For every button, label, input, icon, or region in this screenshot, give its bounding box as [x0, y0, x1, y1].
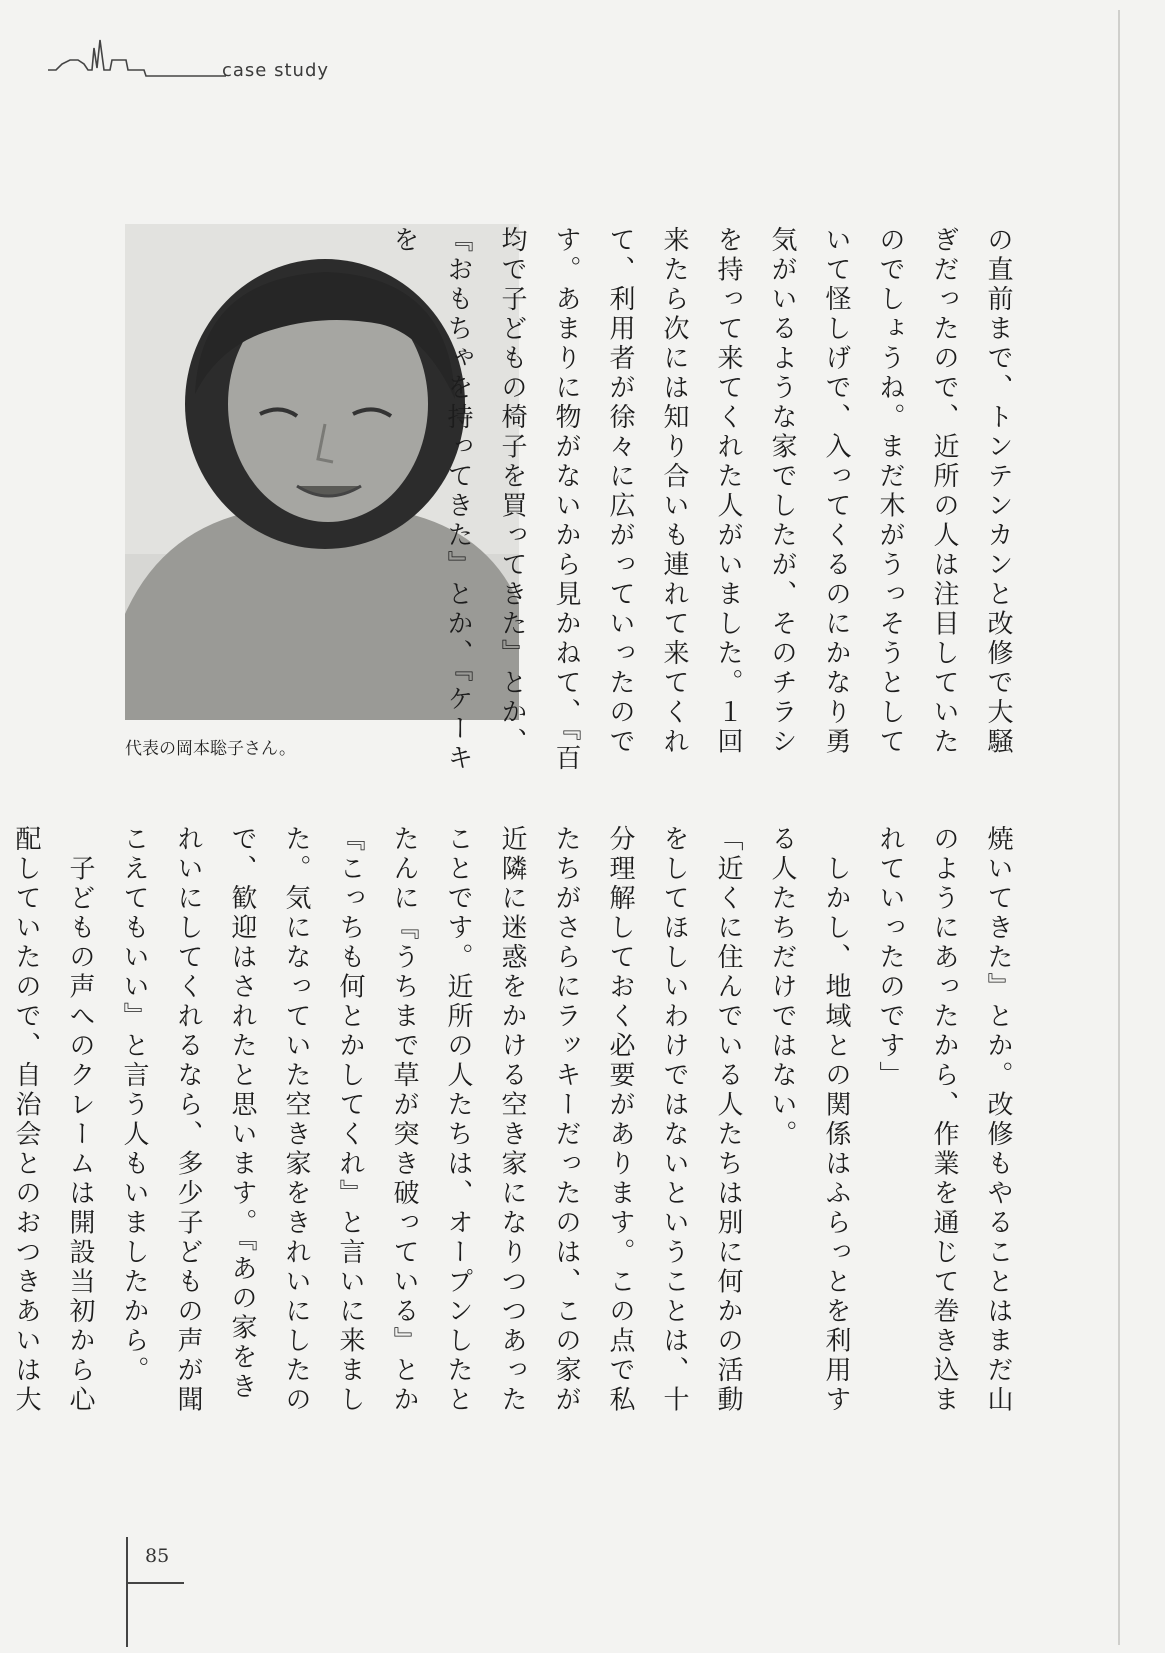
page-edge [1118, 10, 1120, 1645]
page-number: 85 [145, 1545, 170, 1567]
section-label: case study [222, 60, 330, 81]
photo-caption: 代表の岡本聡子さん。 [125, 739, 297, 759]
header-skyline-line [48, 34, 226, 84]
article-upper-column: の直前まで、トンテンカンと改修で大騒ぎだったので、近所の人は注目していたのでしょうね。まだ木がうっそうとしていて怪しげで、入ってくるのにかなり勇気がいるような家でしたが、そのチラシを持って来てくれた人がいました。１回来たら次には知り合いも連れて来てくれて、利用者が徐々に広がっていったのです。あまりに物がないから見かねて、『百均で子どもの椅子を買ってきた』とか、『おもちゃを持ってきた』とか、『ケーキを [389, 226, 1013, 774]
folio-vertical-rule [126, 1537, 128, 1647]
article-lower-column: 焼いてきた』とか。改修もやることはまだ山のようにあったから、作業を通じて巻き込まれていったのです」 しかし、地域との関係はふらっとを利用する人たちだけではない。 「近くに住んでいる人たちは別に何かの活動をしてほしいわけではないということは、十分理解しておく必要があります。この点で私たちがさらにラッキーだったのは、この家が近隣に迷惑をかける空き家になりつつあったことです。近所の人たちは、オープンしたとたんに『うちまで草が突き破っている』とか『こっちも何とかしてくれ』と言いに来ました。気になっていた空き家をきれいにしたので、歓迎はされたと思います。『あの家をきれいにしてくれるなら、多少子どもの声が聞こえてもいい』と言う人もいましたから。 子どもの声へのクレームは開設当初から心配していたので、自治会とのおつきあいは大 [11, 825, 1013, 1415]
folio-horizontal-rule [126, 1582, 184, 1584]
